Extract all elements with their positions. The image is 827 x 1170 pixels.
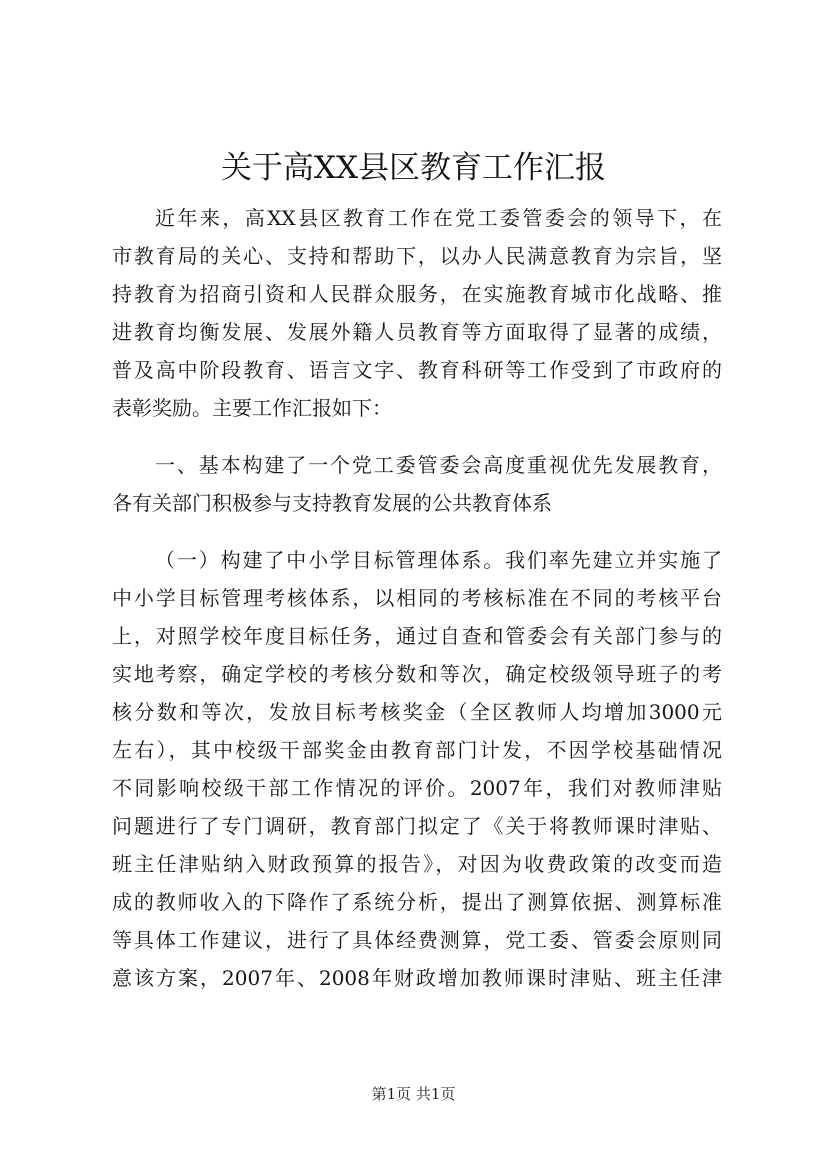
- paragraph-line: （一）构建了中小学目标管理体系。我们率先建立并实施了: [155, 548, 722, 572]
- paragraph-line: 班主任津贴纳入财政预算的报告》，对因为收费政策的改变而造: [112, 852, 722, 876]
- paragraph-line: 意该方案，2007年、2008年财政增加教师课时津贴、班主任津: [112, 966, 722, 990]
- paragraph-line: 等具体工作建议，进行了具体经费测算，党工委、管委会原则同: [112, 928, 722, 952]
- paragraph-line: 问题进行了专门调研，教育部门拟定了《关于将教师课时津贴、: [112, 814, 722, 838]
- paragraph-line: 实地考察，确定学校的考核分数和等次，确定校级领导班子的考: [112, 662, 722, 686]
- section-heading-line: 一、基本构建了一个党工委管委会高度重视优先发展教育，: [155, 453, 722, 477]
- page-number-footer: 第1页 共1页: [371, 1085, 456, 1103]
- paragraph-line: 左右），其中校级干部奖金由教育部门计发，不因学校基础情况: [112, 738, 722, 762]
- paragraph-line: 市教育局的关心、支持和帮助下，以办人民满意教育为宗旨，坚: [112, 244, 722, 268]
- paragraph-line: 核分数和等次，发放目标考核奖金（全区教师人均增加3000元: [112, 700, 722, 724]
- paragraph-line: 上，对照学校年度目标任务，通过自查和管委会有关部门参与的: [112, 624, 722, 648]
- paragraph-line: 中小学目标管理考核体系，以相同的考核标准在不同的考核平台: [112, 586, 722, 610]
- paragraph-line: 不同影响校级干部工作情况的评价。2007年，我们对教师津贴: [112, 776, 722, 800]
- paragraph-line: 持教育为招商引资和人民群众服务，在实施教育城市化战略、推: [112, 282, 722, 306]
- paragraph-line: 表彰奖励。主要工作汇报如下：: [112, 396, 392, 420]
- document-title: 关于高XX县区教育工作汇报: [220, 150, 607, 186]
- paragraph-line: 进教育均衡发展、发展外籍人员教育等方面取得了显著的成绩，: [112, 320, 722, 344]
- paragraph-line: 成的教师收入的下降作了系统分析，提出了测算依据、测算标准: [112, 890, 722, 914]
- paragraph-line: 普及高中阶段教育、语言文字、教育科研等工作受到了市政府的: [112, 358, 722, 382]
- paragraph-line: 近年来，高XX县区教育工作在党工委管委会的领导下，在: [155, 206, 722, 230]
- section-heading-line: 各有关部门积极参与支持教育发展的公共教育体系: [112, 491, 552, 515]
